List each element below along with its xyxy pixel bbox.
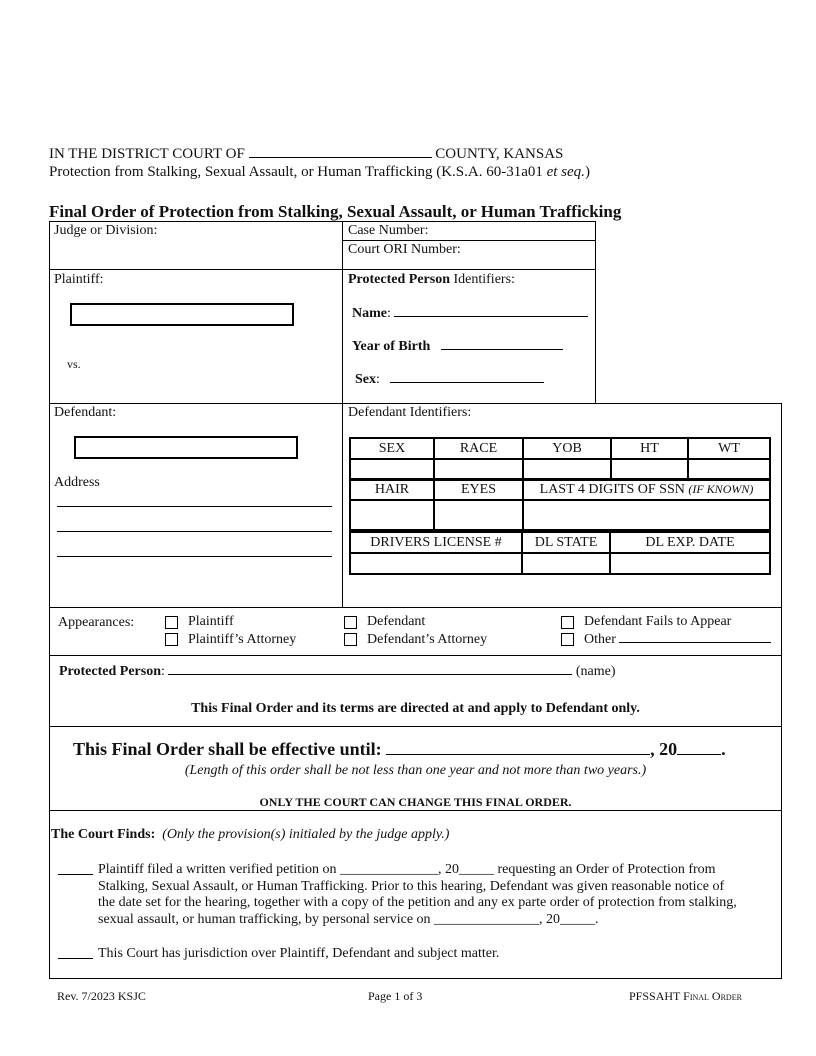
statute-line: Protection from Stalking, Sexual Assault, or Human Trafficking (K.S.A. 60-31a01 et seq.) — [49, 164, 590, 180]
judge-label: Judge or Division: — [54, 223, 158, 238]
defendant-name-field[interactable] — [74, 436, 298, 459]
address-line-1[interactable] — [57, 506, 332, 507]
fails-to-appear-checkbox[interactable] — [561, 616, 574, 629]
hair-header: HAIR — [350, 479, 434, 500]
form-name: PFSSAHT Final Order — [629, 989, 742, 1003]
dl-exp-header: DL EXP. DATE — [610, 532, 770, 553]
court-prefix: IN THE DISTRICT COURT OF — [49, 146, 245, 162]
protected-yob-row: Year of Birth — [352, 339, 563, 355]
protected-sex-row: Sex: — [355, 372, 544, 388]
dl-number-cell[interactable] — [350, 553, 522, 574]
page-title: Final Order of Protection from Stalking, Sexual Assault, or Human Trafficking — [49, 202, 622, 221]
yob-header: YOB — [523, 438, 611, 459]
finding-1-text: Plaintiff filed a written verified petition on ______________, 20_____ requesting an Order of Protection from Stalking, Sexual Assault, or Human Trafficking. Prior to this hearing, Defendant was given reasonable notice of the date set for the hearing, together with a copy of the petition and any ex parte order of protection from stalking, sexual assault, or human trafficking, by personal service on _______________, 20_____. — [98, 862, 737, 927]
eyes-cell[interactable] — [434, 500, 523, 530]
address-label: Address — [54, 475, 100, 490]
protected-person-name-field[interactable] — [168, 674, 572, 675]
plaintiff-option-label: Plaintiff — [188, 614, 234, 629]
protected-identifiers-label: Protected Person Identifiers: — [348, 272, 515, 287]
fails-to-appear-option-label: Defendant Fails to Appear — [584, 614, 732, 629]
defendant-label: Defendant: — [54, 405, 117, 420]
plaintiff-attorney-option-label: Plaintiff’s Attorney — [188, 632, 297, 647]
eyes-header: EYES — [434, 479, 523, 500]
protected-person-row: Protected Person: (name) — [59, 664, 616, 679]
county-field[interactable] — [249, 157, 432, 158]
court-header — [49, 146, 563, 163]
defendant-option-label: Defendant — [367, 614, 426, 629]
effective-date-field[interactable] — [386, 754, 650, 755]
appearances-label: Appearances: — [58, 615, 135, 630]
ssn-header: LAST 4 DIGITS OF SSN (IF KNOWN) — [523, 479, 770, 500]
defendant-attorney-option-label: Defendant’s Attorney — [367, 632, 488, 647]
address-line-2[interactable] — [57, 531, 332, 532]
defendant-identifiers-label: Defendant Identifiers: — [348, 405, 472, 420]
protected-sex-field[interactable] — [390, 382, 544, 383]
plaintiff-label: Plaintiff: — [54, 272, 104, 287]
plaintiff-checkbox[interactable] — [165, 616, 178, 629]
court-only-notice: ONLY THE COURT CAN CHANGE THIS FINAL ORDER. — [259, 795, 572, 809]
findings-header: The Court Finds: (Only the provision(s) initialed by the judge apply.) — [51, 827, 450, 842]
other-field[interactable] — [619, 642, 771, 643]
dl-state-cell[interactable] — [522, 553, 610, 574]
dl-state-header: DL STATE — [522, 532, 610, 553]
ssn-cell[interactable] — [523, 500, 770, 530]
dl-number-header: DRIVERS LICENSE # — [350, 532, 522, 553]
sex-cell[interactable] — [350, 459, 434, 480]
case-number-label: Case Number: — [348, 223, 429, 238]
defendant-checkbox[interactable] — [344, 616, 357, 629]
page-number: Page 1 of 3 — [368, 989, 423, 1003]
plaintiff-attorney-checkbox[interactable] — [165, 633, 178, 646]
identifiers-table-3 — [349, 531, 771, 575]
address-line-3[interactable] — [57, 556, 332, 557]
defendant-attorney-checkbox[interactable] — [344, 633, 357, 646]
other-checkbox[interactable] — [561, 633, 574, 646]
finding-2-initial[interactable] — [58, 946, 93, 959]
sex-header: SEX — [350, 438, 434, 459]
race-header: RACE — [434, 438, 523, 459]
race-cell[interactable] — [434, 459, 523, 480]
finding-1-initial[interactable] — [58, 862, 93, 875]
ht-header: HT — [611, 438, 688, 459]
length-note: (Length of this order shall be not less than one year and not more than two years.) — [184, 763, 647, 778]
dl-exp-cell[interactable] — [610, 553, 770, 574]
protected-yob-field[interactable] — [441, 349, 563, 350]
effective-year-field[interactable] — [677, 754, 721, 755]
hair-cell[interactable] — [350, 500, 434, 530]
ht-cell[interactable] — [611, 459, 688, 480]
identifiers-table-2 — [349, 478, 771, 531]
other-option-row: Other — [584, 632, 771, 648]
identifiers-table-1 — [349, 437, 771, 481]
vs-label: vs. — [67, 357, 81, 371]
revision-label: Rev. 7/2023 KSJC — [57, 989, 146, 1003]
finding-2-text: This Court has jurisdiction over Plaintiff, Defendant and subject matter. — [98, 946, 500, 961]
protected-name-field[interactable] — [394, 316, 588, 317]
wt-header: WT — [688, 438, 770, 459]
plaintiff-name-field[interactable] — [70, 303, 294, 326]
directive-text: This Final Order and its terms are directed at and apply to Defendant only. — [191, 701, 640, 716]
protected-name-row: Name: — [352, 306, 588, 322]
court-ori-label: Court ORI Number: — [348, 242, 461, 257]
effective-row: This Final Order shall be effective until: , 20 . — [73, 739, 726, 759]
yob-cell[interactable] — [523, 459, 611, 480]
court-suffix: COUNTY, KANSAS — [435, 146, 564, 162]
wt-cell[interactable] — [688, 459, 770, 480]
